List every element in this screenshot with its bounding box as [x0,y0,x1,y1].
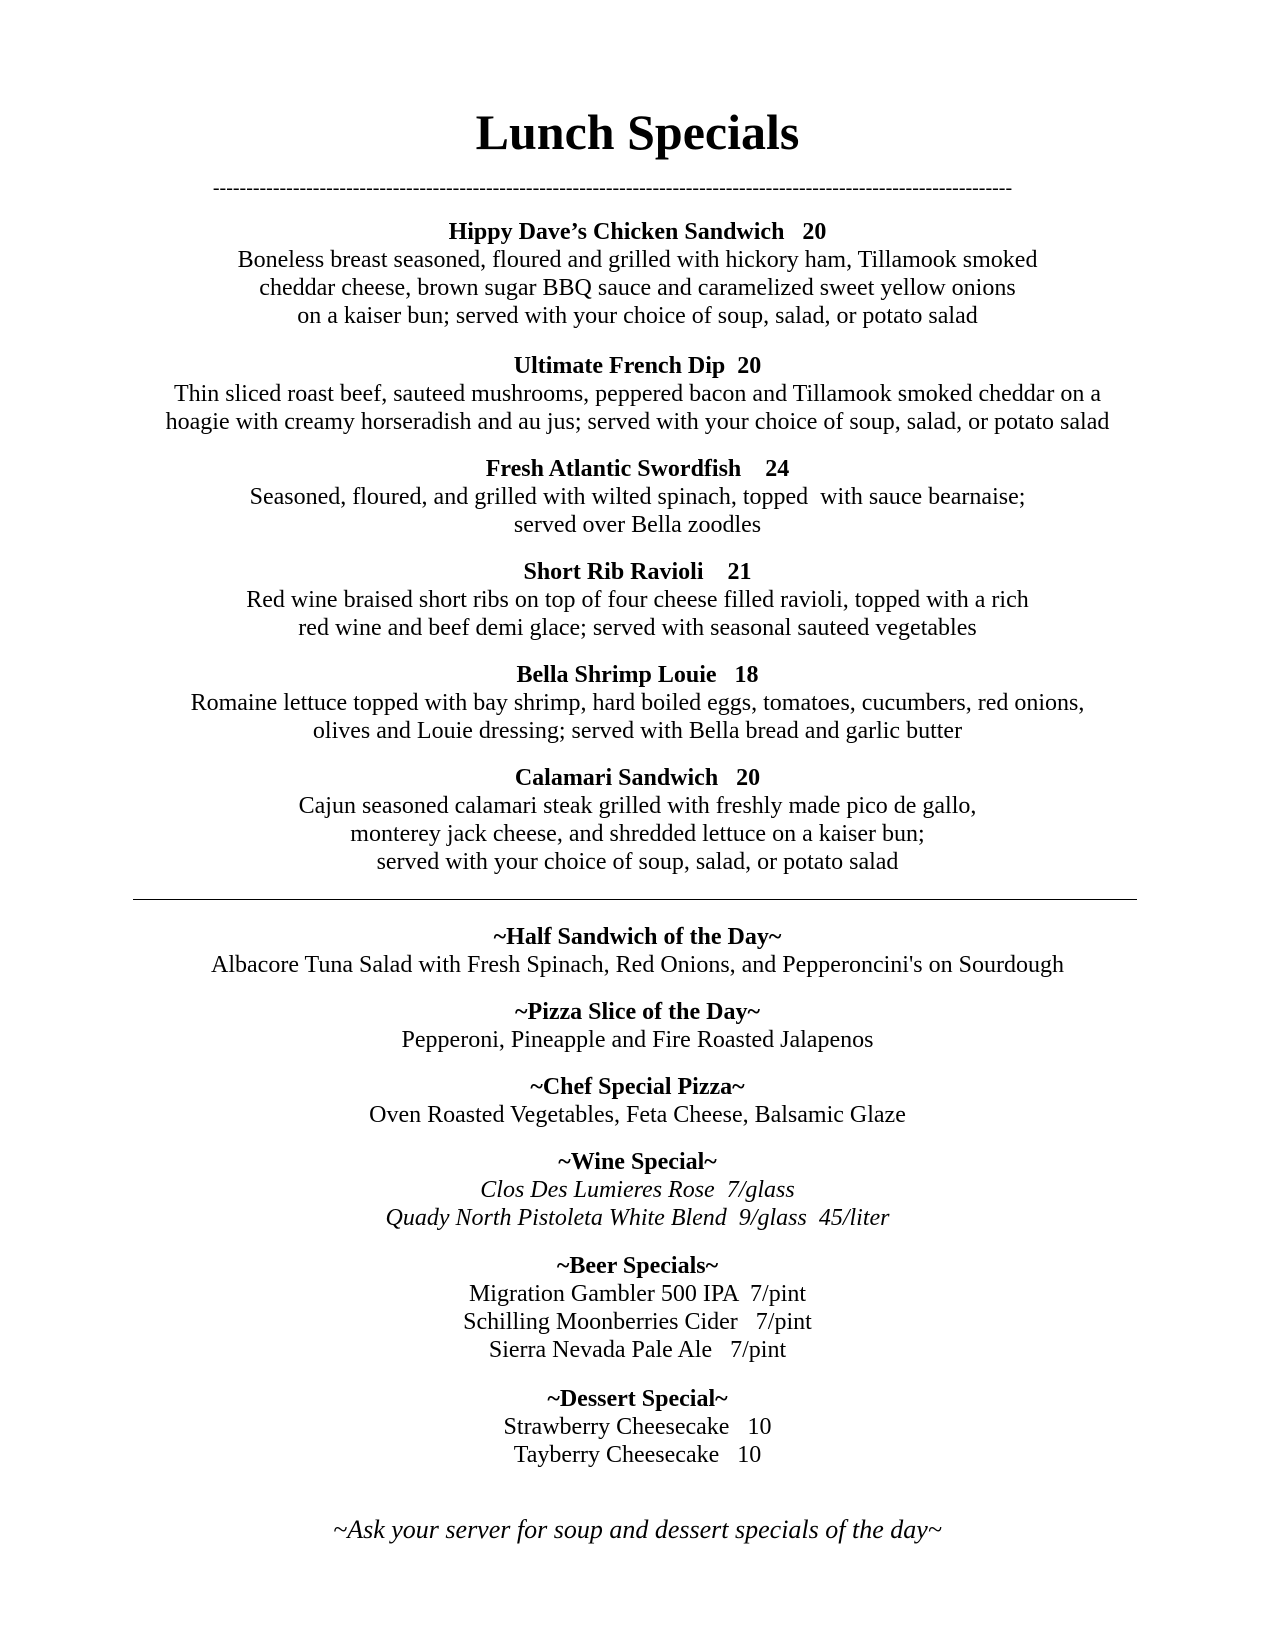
item-description-line: Romaine lettuce topped with bay shrimp, hard boiled eggs, tomatoes, cucumbers, red onions, [190,690,1085,716]
special-line: Oven Roasted Vegetables, Feta Cheese, Balsamic Glaze [369,1102,906,1128]
special-heading: ~Pizza Slice of the Day~ [515,999,760,1025]
item-description-line: Cajun seasoned calamari steak grilled with freshly made pico de gallo, [298,793,977,819]
chef-pizza-special [0,1073,1275,1129]
wine-line: Clos Des Lumieres Rose 7/glass [480,1177,795,1203]
dashed-divider: ------------------------------------------------------------------------------------------------------------------------ [212,177,1013,199]
special-line: Pepperoni, Pineapple and Fire Roasted Jalapenos [401,1027,874,1053]
item-description-line: served with your choice of soup, salad, or potato salad [376,849,899,875]
beer-line: Sierra Nevada Pale Ale 7/pint [488,1337,787,1363]
item-description-line: olives and Louie dressing; served with Bella bread and garlic butter [312,718,963,744]
item-description-line: hoagie with creamy horseradish and au jus; served with your choice of soup, salad, or potato salad [165,409,1110,435]
item-description-line: Boneless breast seasoned, floured and grilled with hickory ham, Tillamook smoked [237,247,1038,273]
special-heading: ~Beer Specials~ [556,1253,719,1279]
item-heading: Bella Shrimp Louie 18 [516,662,759,688]
menu-item-french-dip [0,352,1275,436]
beer-line: Migration Gambler 500 IPA 7/pint [468,1281,807,1307]
item-description-line: Thin sliced roast beef, sauteed mushrooms, peppered bacon and Tillamook smoked cheddar on a [173,381,1102,407]
page-title: Lunch Specials [475,104,800,160]
special-line: Albacore Tuna Salad with Fresh Spinach, Red Onions, and Pepperoncini's on Sourdough [211,952,1064,978]
item-heading: Calamari Sandwich 20 [514,765,761,791]
item-heading: Ultimate French Dip 20 [513,353,762,379]
wine-special [0,1148,1275,1232]
special-heading: ~Chef Special Pizza~ [530,1074,745,1100]
item-description-line: served over Bella zoodles [513,512,762,538]
footer-note: ~Ask your server for soup and dessert specials of the day~ [333,1515,942,1544]
item-description-line: cheddar cheese, brown sugar BBQ sauce and caramelized sweet yellow onions [259,275,1016,301]
item-description-line: Seasoned, floured, and grilled with wilted spinach, topped with sauce bearnaise; [249,484,1026,510]
item-heading: Hippy Dave’s Chicken Sandwich 20 [448,219,827,245]
special-heading: ~Wine Special~ [558,1149,717,1175]
menu-item-swordfish [0,455,1275,539]
dessert-line: Tayberry Cheesecake 10 [513,1442,762,1468]
special-heading: ~Half Sandwich of the Day~ [493,924,782,950]
item-heading: Short Rib Ravioli 21 [523,559,752,585]
menu-item-short-rib-ravioli [0,558,1275,642]
menu-item-shrimp-louie [0,661,1275,745]
menu-item-calamari-sandwich [0,764,1275,876]
beer-specials [0,1252,1275,1364]
dessert-special [0,1385,1275,1469]
pizza-slice-special [0,998,1275,1054]
item-description-line: on a kaiser bun; served with your choice of soup, salad, or potato salad [297,303,978,329]
item-description-line: monterey jack cheese, and shredded lettuce on a kaiser bun; [350,821,925,847]
half-sandwich-special [0,923,1275,979]
beer-line: Schilling Moonberries Cider 7/pint [463,1309,812,1335]
item-heading: Fresh Atlantic Swordfish 24 [485,456,790,482]
item-description-line: Red wine braised short ribs on top of four cheese filled ravioli, topped with a rich [246,587,1029,613]
wine-line: Quady North Pistoleta White Blend 9/glass 45/liter [385,1205,890,1231]
dessert-line: Strawberry Cheesecake 10 [503,1414,772,1440]
menu-item-chicken-sandwich [0,218,1275,330]
special-heading: ~Dessert Special~ [547,1386,728,1412]
section-divider [133,899,1137,900]
item-description-line: red wine and beef demi glace; served with seasonal sauteed vegetables [298,615,977,641]
